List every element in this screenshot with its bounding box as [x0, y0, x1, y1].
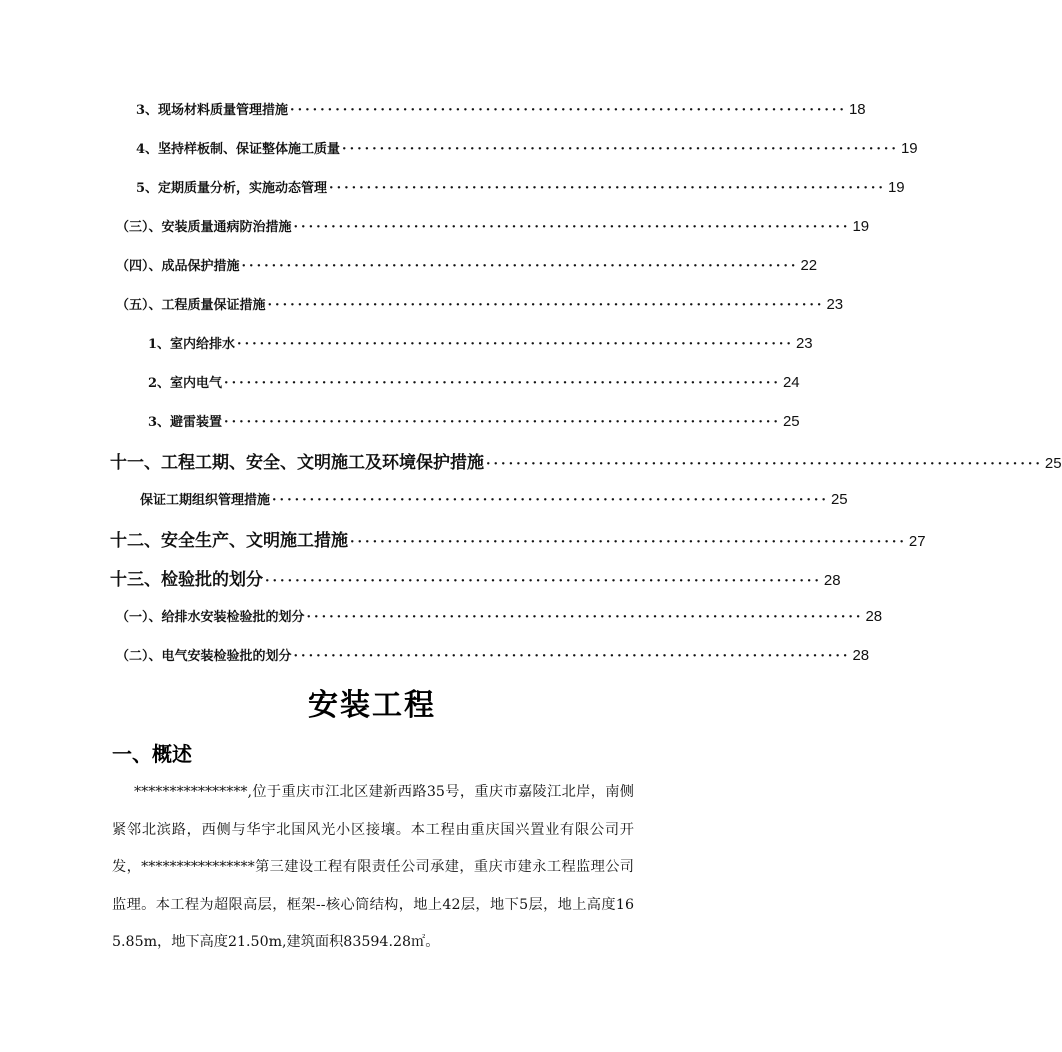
- toc-entry-label: 3、现场材料质量管理措施: [136, 103, 289, 118]
- toc-entry-page: 27: [908, 533, 926, 550]
- toc-entry-label: 2、室内电气: [148, 376, 223, 391]
- toc-entry-page: 28: [865, 608, 883, 625]
- toc-entry-label: 4、坚持样板制、保证整体施工质量: [136, 142, 341, 157]
- overview-paragraph: ****************,位于重庆市江北区建新西路35号，重庆市嘉陵江北岸，南侧紧邻北滨路，西侧与华宇北国风光小区接壤。本工程由重庆国兴置业有限公司开发，****************第三建设工程有限责任公司承建，重庆市建永工程监理公司监理。本工程为超限高层，框架--核心筒结构，地上42层，地下5层，地上高度165.85m，地下高度21.50m,建筑面积83594.28㎡。: [112, 784, 634, 950]
- toc-entry[interactable]: [116, 645, 870, 664]
- toc-leader-dots: ··········································································: [224, 376, 781, 391]
- toc-leader-dots: ··········································································: [342, 142, 899, 157]
- toc-entry-page: 19: [887, 179, 905, 196]
- toc-entry[interactable]: [148, 372, 800, 391]
- toc-entry-label: （四）、成品保护措施: [116, 259, 240, 274]
- toc-entry[interactable]: [116, 216, 870, 235]
- toc-entry-page: 23: [826, 296, 844, 313]
- toc-leader-dots: ··········································································: [224, 415, 781, 430]
- toc-entry-label: （二）、电气安装检验批的划分: [116, 649, 292, 664]
- toc-entry-label: 5、定期质量分析，实施动态管理: [136, 181, 328, 196]
- toc-leader-dots: ··········································································: [272, 493, 829, 508]
- toc-entry-page: 28: [823, 572, 841, 589]
- toc-entry-page: 19: [852, 218, 870, 235]
- toc-entry-label: 1、室内给排水: [148, 337, 236, 352]
- toc-leader-dots: ··········································································: [293, 649, 851, 664]
- toc-entry-page: 28: [852, 647, 870, 664]
- section-heading: 一、概述: [112, 742, 192, 766]
- toc-entry[interactable]: [136, 138, 918, 157]
- toc-entry[interactable]: [136, 99, 866, 118]
- toc-entry-page: 25: [782, 413, 800, 430]
- toc-entry-page: 25: [830, 491, 848, 508]
- toc-entry[interactable]: [110, 448, 1062, 473]
- toc-entry-label: （一）、给排水安装检验批的划分: [116, 610, 305, 625]
- toc-entry[interactable]: [140, 489, 848, 508]
- toc-entry-label: （三）、安装质量通病防治措施: [116, 220, 292, 235]
- toc-leader-dots: ··········································································: [350, 535, 907, 550]
- toc-entry[interactable]: [116, 294, 844, 313]
- toc-entry-label: （五）、工程质量保证措施: [116, 298, 266, 313]
- toc-leader-dots: ··········································································: [267, 298, 825, 313]
- toc-entry-label: 3、避雷装置: [148, 415, 223, 430]
- toc-leader-dots: ··········································································: [241, 259, 799, 274]
- toc-entry[interactable]: [148, 333, 813, 352]
- toc-leader-dots: ··········································································: [237, 337, 794, 352]
- toc-entry[interactable]: [116, 255, 818, 274]
- toc-entry[interactable]: [110, 565, 841, 590]
- toc-entry-page: 19: [900, 140, 918, 157]
- toc-leader-dots: ··········································································: [329, 181, 886, 196]
- toc-entry-page: 22: [800, 257, 818, 274]
- toc-leader-dots: ··········································································: [265, 574, 822, 589]
- toc-entry[interactable]: [148, 411, 800, 430]
- document-title: 安装工程: [308, 688, 436, 723]
- toc-leader-dots: ··········································································: [290, 103, 847, 118]
- toc-leader-dots: ··········································································: [306, 610, 864, 625]
- toc-entry[interactable]: [110, 526, 926, 551]
- toc-entry-label: 保证工期组织管理措施: [140, 493, 271, 508]
- toc-entry-page: 25: [1044, 455, 1062, 472]
- toc-entry-page: 23: [795, 335, 813, 352]
- toc-leader-dots: ··········································································: [486, 457, 1043, 472]
- toc-leader-dots: ··········································································: [293, 220, 851, 235]
- toc-entry-page: 24: [782, 374, 800, 391]
- toc-entry[interactable]: [136, 177, 905, 196]
- toc-entry[interactable]: [116, 606, 883, 625]
- toc-entry-label: 十一、工程工期、安全、文明施工及环境保护措施: [110, 453, 484, 473]
- toc-entry-page: 18: [848, 101, 866, 118]
- toc-entry-label: 十三、检验批的划分: [110, 570, 263, 590]
- toc-entry-label: 十二、安全生产、文明施工措施: [110, 531, 348, 551]
